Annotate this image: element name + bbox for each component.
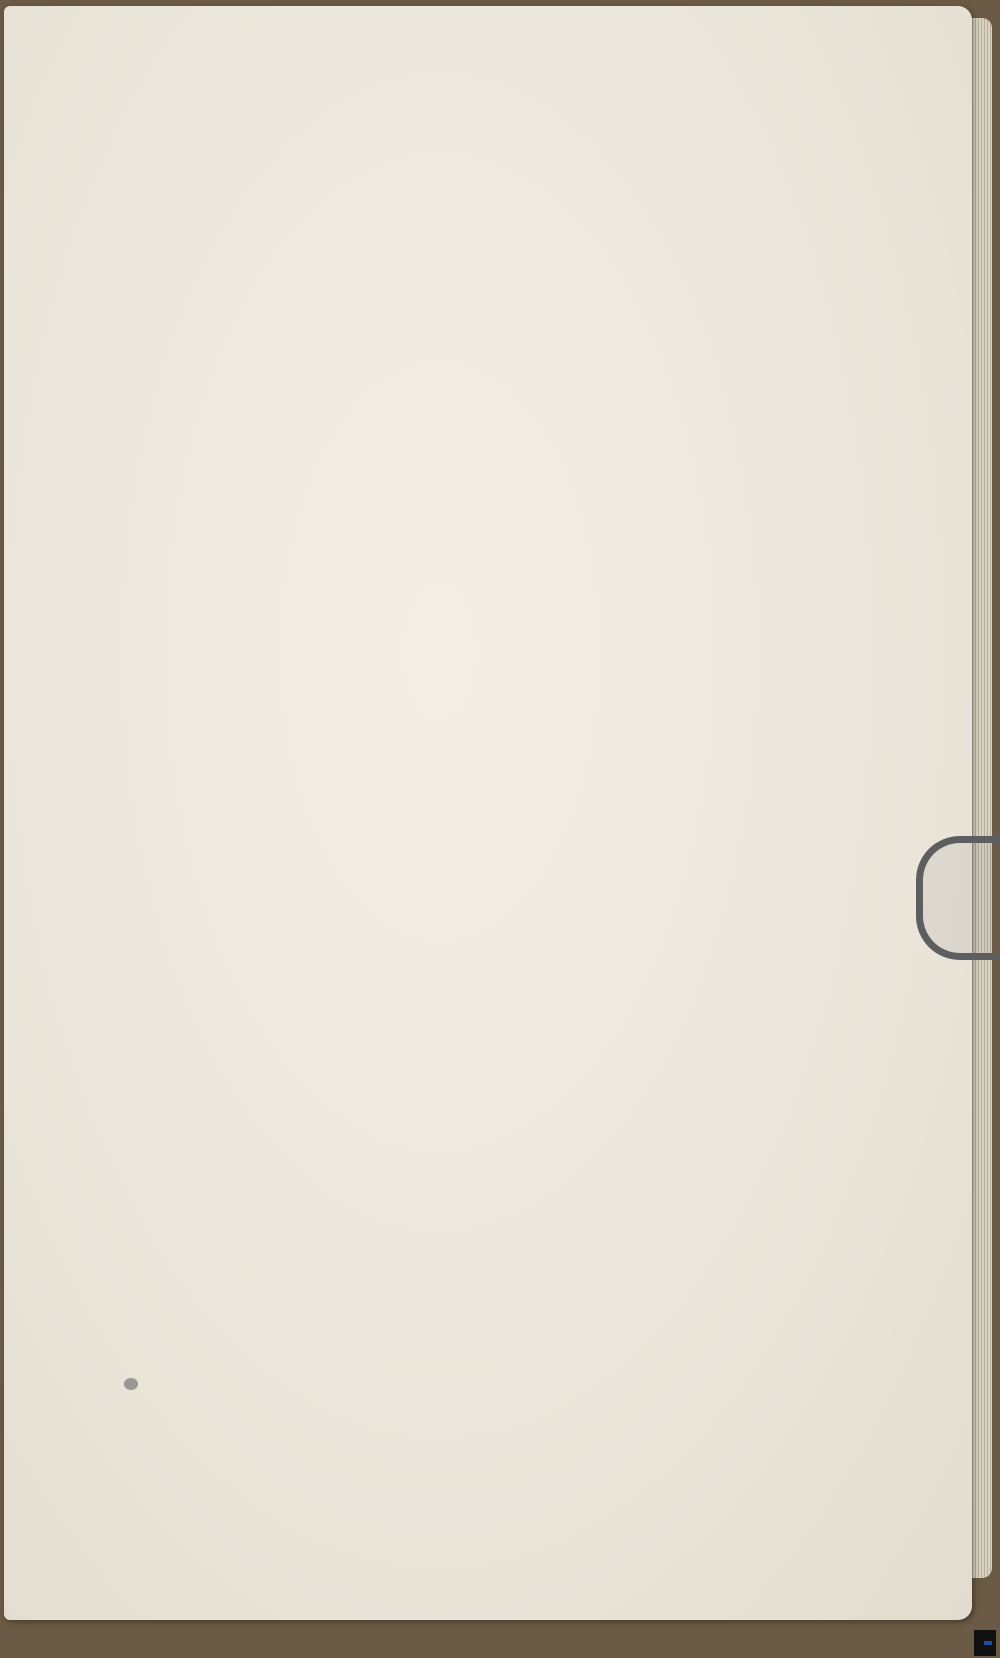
dfg-logo (984, 1641, 992, 1645)
paper-blemish (124, 1378, 138, 1390)
book-page (4, 6, 972, 1620)
digitization-footer (974, 1630, 996, 1656)
page-clip (916, 836, 1000, 960)
